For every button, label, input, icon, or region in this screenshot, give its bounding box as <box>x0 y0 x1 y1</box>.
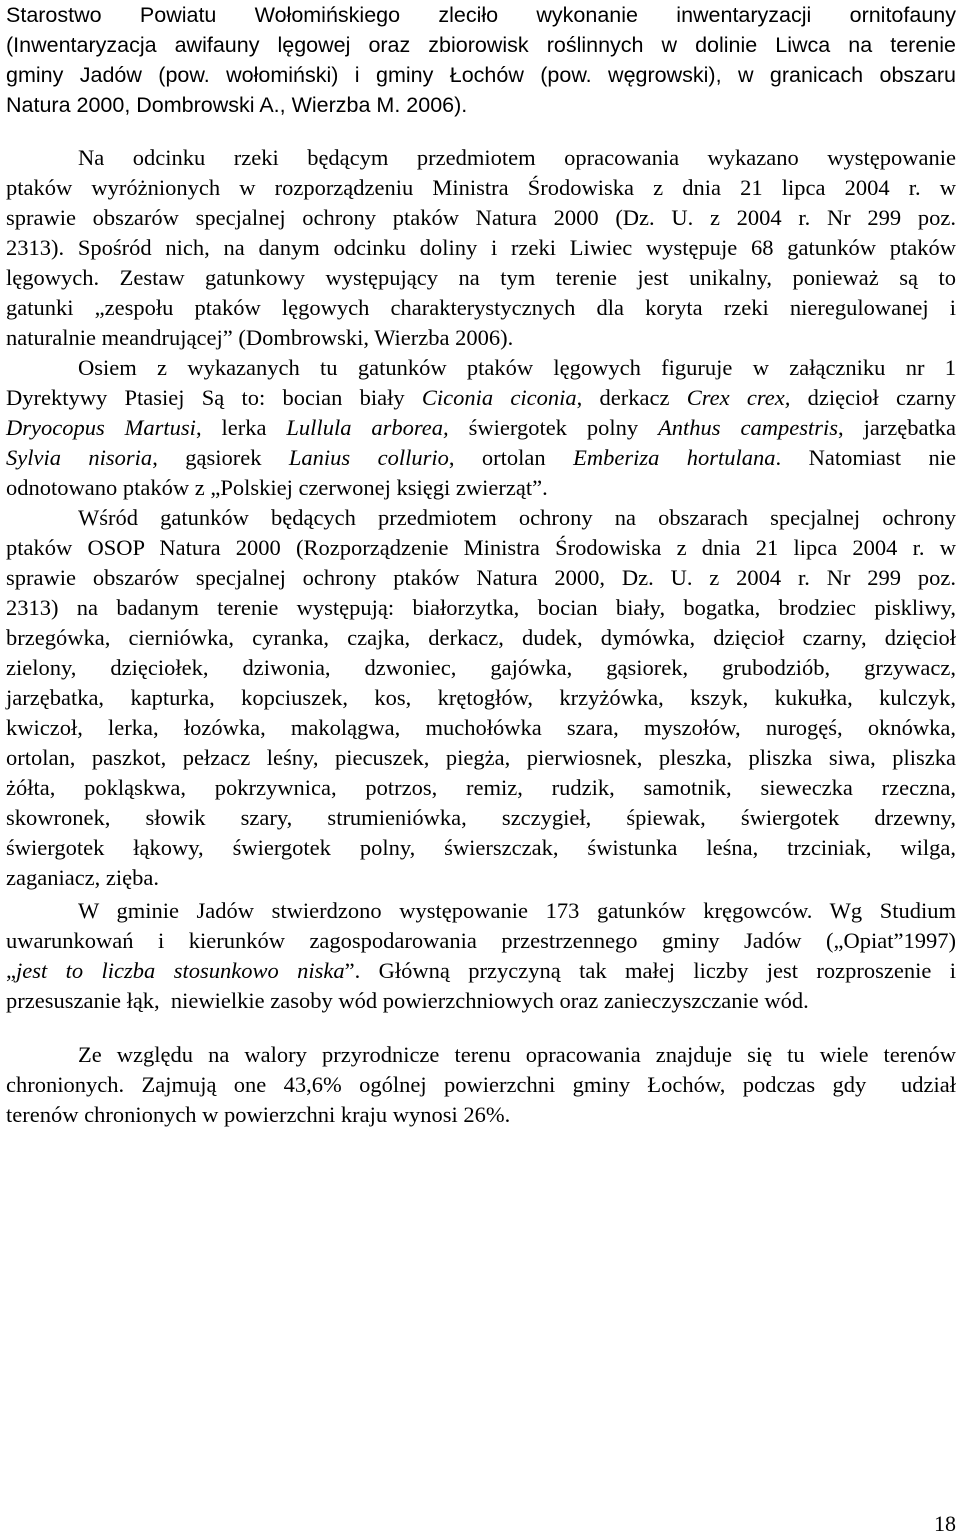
text-line <box>6 30 956 60</box>
text-line <box>6 593 956 623</box>
text-run: naturalnie meandrującej” (Dombrowski, Wierzba 2006). <box>6 325 514 350</box>
text-run: ptaków OSOP Natura 2000 (Rozporządzenie Ministra Środowiska z dnia 21 lipca 2004 r. w <box>6 535 956 560</box>
text-line <box>6 0 956 30</box>
text-run: świergotek łąkowy, świergotek polny, świerszczak, świstunka leśna, trzciniak, wilga, <box>6 835 956 860</box>
text-run: skowronek, słowik szary, strumieniówka, szczygieł, śpiewak, świergotek drzewny, <box>6 805 956 830</box>
text-line <box>6 353 956 383</box>
text-line <box>6 773 956 803</box>
text-run: Dyrektywy Ptasiej Są to: bocian biały <box>6 385 422 410</box>
text-run: , gąsiorek <box>152 445 289 470</box>
text-run: ortolan, paszkot, pełzacz leśny, piecuszek, piegża, pierwiosnek, pleszka, pliszka siwa, pliszka <box>6 745 956 770</box>
italic-text: jest to liczba stosunkowo niska <box>16 958 345 983</box>
text-line <box>6 1100 956 1130</box>
italic-text: Anthus campestris <box>658 415 838 440</box>
text-run: lęgowych. Zestaw gatunkowy występujący na tym terenie jest unikalny, ponieważ są to <box>6 265 956 290</box>
text-line <box>6 263 956 293</box>
text-run: (Inwentaryzacja awifauny lęgowej oraz zbiorowisk roślinnych w dolinie Liwca na terenie <box>6 33 956 57</box>
text-run: żółta, pokląskwa, pokrzywnica, potrzos, remiz, rudzik, samotnik, sieweczka rzeczna, <box>6 775 956 800</box>
text-line <box>6 863 956 893</box>
italic-text: Lullula arborea, <box>286 415 449 440</box>
text-line <box>6 60 956 90</box>
text-run: zielony, dzięciołek, dziwonia, dzwoniec, gajówka, gąsiorek, grubodziób, grzywacz, <box>6 655 956 680</box>
text-run: odnotowano ptaków z „Polskiej czerwonej księgi zwierząt”. <box>6 475 548 500</box>
text-line <box>6 533 956 563</box>
text-line <box>6 383 956 413</box>
text-run: ptaków wyróżnionych w rozporządzeniu Ministra Środowiska z dnia 21 lipca 2004 r. w <box>6 175 956 200</box>
text-line <box>6 473 956 503</box>
text-line <box>6 233 956 263</box>
text-run: uwarunkowań i kierunków zagospodarowania przestrzennego gminy Jadów („Opiat”1997) <box>6 928 956 953</box>
text-run: , jarzębatka <box>838 415 956 440</box>
text-line <box>6 896 956 926</box>
italic-text: Ciconia ciconia <box>421 385 577 410</box>
text-run: Starostwo Powiatu Wołomińskiego zleciło wykonanie inwentaryzacji ornitofauny <box>6 3 956 27</box>
page-number: 18 <box>934 1511 956 1536</box>
italic-text: Emberiza hortulana <box>573 445 776 470</box>
text-line <box>6 926 956 956</box>
text-line <box>6 803 956 833</box>
text-run: gminy Jadów (pow. wołomiński) i gminy Łochów (pow. węgrowski), w granicach obszaru <box>6 63 956 87</box>
text-run: Wśród gatunków będących przedmiotem ochrony na obszarach specjalnej ochrony <box>78 505 956 530</box>
text-run: 2313) na badanym terenie występują: białorzytka, bocian biały, bogatka, brodziec piskliwy, <box>6 595 956 620</box>
text-line <box>6 713 956 743</box>
paragraph-block <box>6 1040 956 1130</box>
text-run: kwiczoł, lerka, łozówka, makolągwa, muchołówka szara, myszołów, nurogęś, oknówka, <box>6 715 956 740</box>
text-line <box>6 203 956 233</box>
text-line <box>6 563 956 593</box>
text-run: jarzębatka, kapturka, kopciuszek, kos, krętogłów, krzyżówka, kszyk, kukułka, kulczyk, <box>6 685 956 710</box>
text-run: , ortolan <box>448 445 574 470</box>
text-run: . Natomiast nie <box>775 445 956 470</box>
text-run: , derkacz <box>576 385 687 410</box>
text-line <box>6 90 956 120</box>
text-line <box>6 956 956 986</box>
text-run: sprawie obszarów specjalnej ochrony ptaków Natura 2000 (Dz. U. z 2004 r. Nr 299 poz. <box>6 205 956 230</box>
text-line <box>6 986 956 1016</box>
text-run: W gminie Jadów stwierdzono występowanie 173 gatunków kręgowców. Wg Studium <box>78 898 956 923</box>
text-line <box>6 653 956 683</box>
text-run: Ze względu na walory przyrodnicze terenu opracowania znajduje się tu wiele terenów <box>78 1042 956 1067</box>
text-line <box>6 623 956 653</box>
text-run: dzięcioł czarny <box>790 385 956 410</box>
text-run: 2313). Spośród nich, na danym odcinku doliny i rzeki Liwiec występuje 68 gatunków ptaków <box>6 235 956 260</box>
text-run: Natura 2000, Dombrowski A., Wierzba M. 2006). <box>6 93 468 117</box>
italic-text: Crex crex, <box>686 385 791 410</box>
text-run: Osiem z wykazanych tu gatunków ptaków lęgowych figuruje w załączniku nr 1 <box>78 355 956 380</box>
paragraph-block <box>6 0 956 120</box>
italic-text: Lanius collurio <box>288 445 449 470</box>
text-line <box>6 323 956 353</box>
text-line <box>6 833 956 863</box>
text-run: gatunki „zespołu ptaków lęgowych charakterystycznych dla koryta rzeki nieregulowanej i <box>6 295 956 320</box>
text-run: sprawie obszarów specjalnej ochrony ptaków Natura 2000, Dz. U. z 2004 r. Nr 299 poz. <box>6 565 956 590</box>
text-run: ”. Główną przyczyną tak małej liczby jest rozproszenie i <box>344 958 956 983</box>
italic-text: Dryocopus Martusi <box>6 415 196 440</box>
text-line <box>6 293 956 323</box>
text-run: świergotek polny <box>448 415 659 440</box>
paragraph-block <box>6 896 956 1016</box>
text-run: brzegówka, cierniówka, cyranka, czajka, derkacz, dudek, dymówka, dzięcioł czarny, dzięcioł <box>6 625 956 650</box>
text-run: zaganiacz, zięba. <box>6 865 160 890</box>
text-line <box>6 683 956 713</box>
text-line <box>6 1070 956 1100</box>
text-run: terenów chronionych w powierzchni kraju wynosi 26%. <box>6 1102 511 1127</box>
paragraph-block <box>6 143 956 893</box>
text-run: „ <box>6 958 16 983</box>
text-run: , lerka <box>195 415 287 440</box>
text-line <box>6 413 956 443</box>
text-line <box>6 503 956 533</box>
text-line <box>6 743 956 773</box>
text-line <box>6 173 956 203</box>
text-line <box>6 443 956 473</box>
text-run: Na odcinku rzeki będącym przedmiotem opracowania wykazano występowanie <box>78 145 956 170</box>
text-line <box>6 143 956 173</box>
italic-text: Sylvia nisoria <box>6 445 153 470</box>
text-run: chronionych. Zajmują one 43,6% ogólnej powierzchni gminy Łochów, podczas gdy udział <box>6 1072 956 1097</box>
text-run: przesuszanie łąk, niewielkie zasoby wód powierzchniowych oraz zanieczyszczanie wód. <box>6 988 809 1013</box>
text-line <box>6 1040 956 1070</box>
